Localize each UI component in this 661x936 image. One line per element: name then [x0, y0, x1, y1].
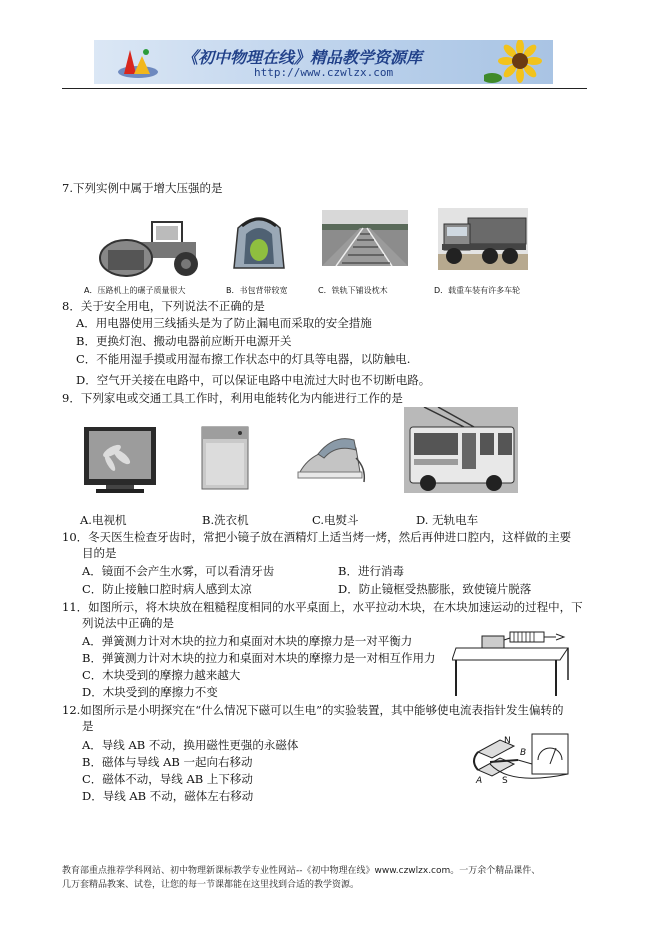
- footer-line1: 教育部重点推荐学科网站、初中物理新课标教学专业性网站--《初中物理在线》www.czwlzx.com。一万余个精品课件、: [62, 866, 541, 876]
- q8-option-a: A．用电器使用三线插头是为了防止漏电而采取的安全措施: [76, 316, 372, 330]
- road-roller-icon: [96, 212, 206, 278]
- q10-stem-line2: 目的是: [82, 546, 117, 560]
- q11-option-b: B．弹簧测力计对木块的拉力和桌面对木块的摩擦力是一对相互作用力: [82, 651, 436, 665]
- q8-option-c: C．不能用湿手摸或用湿布擦工作状态中的灯具等电器，以防触电.: [76, 352, 411, 366]
- q12-option-d: D．导线 AB 不动，磁体左右移动: [82, 789, 254, 803]
- induction-experiment-diagram: [470, 730, 580, 788]
- q7-option-d: D．载重车装有许多车轮: [434, 286, 521, 295]
- wire-end-a-label: A: [476, 776, 483, 786]
- spring-scale-diagram: [452, 618, 572, 696]
- magnet-galvanometer-icon: [470, 730, 580, 788]
- q10-option-a: A．镜面不会产生水雾，可以看清牙齿: [82, 564, 275, 578]
- q12-option-b: B．磁体与导线 AB 一起向右移动: [82, 755, 253, 769]
- washing-machine-icon: [196, 423, 254, 493]
- q9-option-d: D. 无轨电车: [416, 513, 479, 527]
- electric-iron-image: [294, 428, 368, 486]
- q11-option-a: A．弹簧测力计对木块的拉力和桌面对木块的摩擦力是一对平衡力: [82, 634, 413, 648]
- q8-option-b: B．更换灯泡、搬动电器前应断开电源开关: [76, 334, 292, 348]
- railway-image: [322, 210, 408, 266]
- trolleybus-image: [404, 407, 518, 493]
- banner-title: 《初中物理在线》精品教学资源库: [182, 48, 423, 67]
- header-banner: [94, 40, 553, 84]
- magnet-south-label: S: [502, 776, 508, 786]
- iron-icon: [294, 428, 368, 486]
- q12-option-a: A．导线 AB 不动，换用磁性更强的永磁体: [82, 738, 299, 752]
- header-divider: [62, 88, 587, 89]
- q12-stem-line1: 12.如图所示是小明探究在“什么情况下磁可以生电”的实验装置，其中能够使电流表指针发生偏转的: [62, 703, 564, 717]
- q11-option-d: D．木块受到的摩擦力不变: [82, 685, 218, 699]
- q9-option-c: C.电熨斗: [312, 513, 359, 527]
- q7-option-a: A．压路机上的碾子质量很大: [84, 286, 186, 295]
- q10-stem-line1: 10．冬天医生检查牙齿时，常把小镜子放在酒精灯上适当烤一烤，然后再伸进口腔内，这样做的主要: [62, 530, 572, 544]
- washing-machine-image: [196, 423, 254, 493]
- q7-option-c: C．铁轨下铺设枕木: [318, 286, 388, 295]
- dump-truck-icon: [438, 208, 528, 270]
- television-icon: [82, 425, 158, 495]
- road-roller-image: [96, 212, 206, 278]
- q12-option-c: C．磁体不动，导线 AB 上下移动: [82, 772, 253, 786]
- q7-option-b: B．书包背带较宽: [226, 286, 288, 295]
- q9-stem: 9．下列家电或交通工具工作时，利用电能转化为内能进行工作的是: [62, 391, 403, 405]
- site-logo-icon: [116, 44, 160, 80]
- q10-option-d: D．防止镜框受热膨胀，致使镜片脱落: [338, 582, 532, 596]
- q10-option-c: C．防止接触口腔时病人感到太凉: [82, 582, 252, 596]
- q9-option-a: A.电视机: [80, 513, 127, 527]
- q9-option-b: B.洗衣机: [202, 513, 249, 527]
- q7-stem: 7.下列实例中属于增大压强的是: [62, 181, 223, 195]
- railway-track-icon: [322, 210, 408, 266]
- magnet-north-label: N: [504, 736, 511, 746]
- sunflower-icon: [484, 40, 553, 84]
- q8-option-d: D．空气开关接在电路中，可以保证电路中电流过大时也不切断电路。: [76, 373, 431, 387]
- dump-truck-image: [438, 208, 528, 270]
- q10-option-b: B．进行消毒: [338, 564, 404, 578]
- backpack-image: [228, 208, 290, 274]
- spring-scale-block-icon: [452, 618, 572, 696]
- q12-stem-line2: 是: [82, 719, 94, 733]
- q11-stem-line1: 11．如图所示，将木块放在粗糙程度相同的水平桌面上，水平拉动木块，在木块加速运动的过程中，下: [62, 600, 583, 614]
- q11-stem-line2: 列说法中正确的是: [82, 616, 174, 630]
- q8-stem: 8．关于安全用电，下列说法不正确的是: [62, 299, 265, 313]
- banner-url: http://www.czwlzx.com: [254, 66, 394, 79]
- wire-end-b-label: B: [520, 748, 527, 758]
- tv-image: [82, 425, 158, 495]
- q11-option-c: C．木块受到的摩擦力越来越大: [82, 668, 241, 682]
- footer-line2: 几万套精品教案、试卷，让您的每一节课都能在这里找到合适的教学资源。: [62, 880, 360, 890]
- trolleybus-icon: [404, 407, 518, 493]
- backpack-icon: [228, 208, 290, 274]
